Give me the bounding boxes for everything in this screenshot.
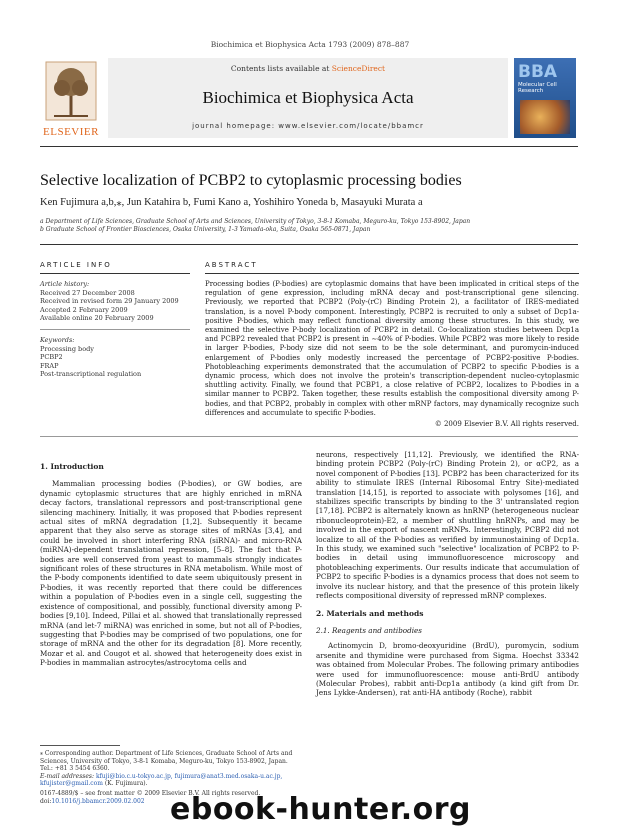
keyword-item: Processing body <box>40 344 94 353</box>
accepted-date: Accepted 2 February 2009 <box>40 305 128 314</box>
intro-continuation: neurons, respectively [11,12]. Previously, we identified the RNA-binding protein PCBP2 (Poly-(rC) Binding Protein 2), or αCP2, as a novel component of P-bodies [13]. PCBP2 has been characterized for its ability to stimulate IRES (Internal Ribosomal Entry Site)-mediated translation [14,15], is reported to associate with polysomes [16], and stabilizes specific transcripts by binding to the 3' untranslated region [17,18]. PCBP2 is alternately known as hnRNP (heterogeneous nuclear ribonucleoprotein)-E2, a member of shuttling hnRNPs, and may be involved in the export of nascent mRNPs. Interestingly, PCBP2 did not localize to all of the P-bodies as verified by immunostaining of Dcp1a. In this study, we examined such "selective" localization of PCBP2 to P-bodies in detail using immunofluorescence microscopy and photobleaching experiments. Our results indicate that accumulation of PCBP2 to specific P-bodies is a dynamics process that does not seem to involve its nuclear history, and that the presence of this protein likely reflects compositional diversity of repressed mRNP complexes. <box>316 450 579 601</box>
revised-date: Received in revised form 29 January 2009 <box>40 297 179 305</box>
issn-line: 0167-4889/$ – see front matter © 2009 Elsevier B.V. All rights reserved. <box>40 790 261 797</box>
keywords-block <box>40 336 190 379</box>
right-column <box>316 450 579 704</box>
journal-cover <box>514 58 576 138</box>
corresponding-author-note <box>40 750 302 788</box>
elsevier-tree-logo <box>40 58 102 138</box>
left-column <box>40 462 302 674</box>
copyright-notice: © 2009 Elsevier B.V. All rights reserved. <box>434 420 579 428</box>
journal-banner <box>108 58 508 138</box>
reagents-subheading: 2.1. Reagents and antibodies <box>316 625 422 635</box>
affiliation-b: b Graduate School of Frontier Biosciences, Osaka University, 1-3 Yamada-oka, Suita, Osaka 565-0871, Japan <box>40 226 371 233</box>
introduction-heading: 1. Introduction <box>40 462 104 471</box>
corresponding-text: ⁎ Corresponding author. Department of Life Sciences, Graduate School of Arts and Sciences, University of Tokyo, 3-8-1 Komaba, Meguro-ku, Tokyo 153-8902, Japan. Tel.: +81 3 5454 6360. <box>40 750 293 773</box>
journal-header <box>40 58 578 140</box>
abstract-heading: ABSTRACT <box>205 261 258 269</box>
abstract-divider <box>40 436 578 437</box>
cover-image <box>520 100 570 134</box>
history-label: Article history: <box>40 280 90 288</box>
online-date: Available online 20 February 2009 <box>40 314 154 322</box>
affiliation-divider <box>40 244 578 245</box>
keyword-item: PCBP2 <box>40 353 63 361</box>
keyword-item: Post-transcriptional regulation <box>40 370 142 378</box>
contents-line: Contents lists available at ScienceDirect <box>230 64 386 73</box>
methods-heading: 2. Materials and methods <box>316 608 424 618</box>
received-date: Received 27 December 2008 <box>40 288 135 297</box>
running-header: Biochimica et Biophysica Acta 1793 (2009) 878–887 <box>210 40 410 49</box>
article-info-heading: ARTICLE INFO <box>40 261 112 269</box>
cover-subtitle: Molecular Cell Research <box>518 82 557 94</box>
header-divider <box>40 146 578 147</box>
keywords-label: Keywords: <box>40 336 75 344</box>
abstract-rule <box>205 273 579 274</box>
footnote-rule <box>40 745 120 746</box>
journal-title: Biochimica et Biophysica Acta <box>202 88 414 107</box>
watermark-text: ebook-hunter.org <box>170 792 471 827</box>
author-list: Ken Fujimura a,b,⁎, Jun Katahira b, Fumi Kano a, Yoshihiro Yoneda b, Masayuki Murata a <box>40 197 423 208</box>
email-links[interactable]: kfuji@bio.c.u-tokyo.ac.jp, fujimura@anat3.med.osaka-u.ac.jp, kfujister@gmail.com <box>40 772 283 788</box>
email-line: E-mail addresses: kfuji@bio.c.u-tokyo.ac.jp, fujimura@anat3.med.osaka-u.ac.jp, kfujister@gmail.com (K. Fujimura). <box>40 772 283 788</box>
article-history <box>40 280 190 323</box>
cover-logo: BBA <box>518 62 558 82</box>
publisher-name: ELSEVIER <box>43 126 99 138</box>
reagents-paragraph: Actinomycin D, bromo-deoxyuridine (BrdU), puromycin, sodium arsenite and thymidine were purchased from Sigma. Hoechst 33342 was obtained from Molecular Probes. The following primary antibodies were used for immunofluorescence: mouse anti-BrdU antibody (Molecular Probes), rabbit anti-Dcp1a antibody (a kind gift from Dr. Jens Lykke-Andersen), rat anti-HA antibody (Roche), rabbit <box>316 641 579 698</box>
keyword-item: FRAP <box>40 361 59 370</box>
article-title: Selective localization of PCBP2 to cytoplasmic processing bodies <box>40 172 462 189</box>
abstract-text: Processing bodies (P-bodies) are cytoplasmic domains that have been implicated in critical steps of the regulation of gene expression, including mRNA decay and post-transcriptional gene silencing. Previously, we reported that PCBP2 (Poly-(rC) Binding Protein 2), a facilitator of IRES-mediated translation, is a novel P-body component. Interestingly, PCBP2 is recruited to only a subset of Dcp1a-positive P-bodies, which may reflect functional diversity among these structures. In this study, we examined the selective P-body localization of PCBP2 in detail. Co-localization studies between Dcp1a and PCBP2 revealed that PCBP2 is present in ∼40% of P-bodies. While PCBP2 was more likely to reside in larger P-bodies, P-body size did not seem to be the sole determinant, and puromycin-induced enlargement of P-bodies only modestly increased the percentage of PCBP2-positive P-bodies. Photobleaching experiments demonstrated that the accumulation of PCBP2 to specific P-bodies is a dynamic process, which does not involve the protein's transcription-dependent nucleo-cytoplasmic shuttling activity. Finally, we found that PCBP1, a close relative of PCBP2, localizes to P-bodies in a similar manner to PCBP2. Taken together, these results establish the compositional diversity among P-bodies, and that PCBP2, probably in complex with other mRNP factors, may dynamically recognize such differences and accumulate to specific P-bodies. <box>205 280 579 417</box>
keywords-rule <box>40 329 190 330</box>
affiliation-a: a Department of Life Sciences, Graduate School of Arts and Sciences, University of Tokyo, 3-8-1 Komaba, Meguro-ku, Tokyo 153-8902, Japan <box>40 218 471 225</box>
journal-homepage[interactable]: journal homepage: www.elsevier.com/locate/bbamcr <box>192 122 424 130</box>
doi-line: doi:10.1016/j.bbamcr.2009.02.002 <box>40 797 145 805</box>
intro-paragraph: Mammalian processing bodies (P-bodies), or GW bodies, are dynamic cytoplasmic structures that are highly enriched in mRNA decay factors, translational repressors and post-transcriptional gene silencing machinery. Initially, it was proposed that P-bodies represent actual sites of mRNA degradation [1,2]. Subsequently it became apparent that they also serve as storage sites of mRNAs [3,4], and could be involved in short interfering RNA (siRNA)- and micro-RNA (miRNA)-dependent translational repression, [5–8]. The fact that P-bodies are well conserved from yeast to mammals strongly indicates significant roles of these structures in RNA metabolism. While most of the P-body components identified to date seem ubiquitously present in P-bodies, it was recently reported that there could be differences within a population of P-bodies even in a single cell, suggesting the existence of compositional, and possibly, functional diversity among P-bodies [9,10]. Indeed, Pillai et al. showed that translationally repressed mRNA (and let-7 miRNA) was enriched in some, but not all of P-bodies, suggesting that P-bodies may be comprised of two populations, one for storage of mRNA and the other for its degradation [8]. More recently, Mozar et al. and Cougot et al. showed that heterogeneity does exist in P-bodies in mammalian astrocytes/astrocytoma cells and <box>40 479 302 668</box>
article-info-rule <box>40 273 190 274</box>
sciencedirect-link[interactable]: ScienceDirect <box>331 64 386 73</box>
doi-link[interactable]: 10.1016/j.bbamcr.2009.02.002 <box>51 797 145 805</box>
